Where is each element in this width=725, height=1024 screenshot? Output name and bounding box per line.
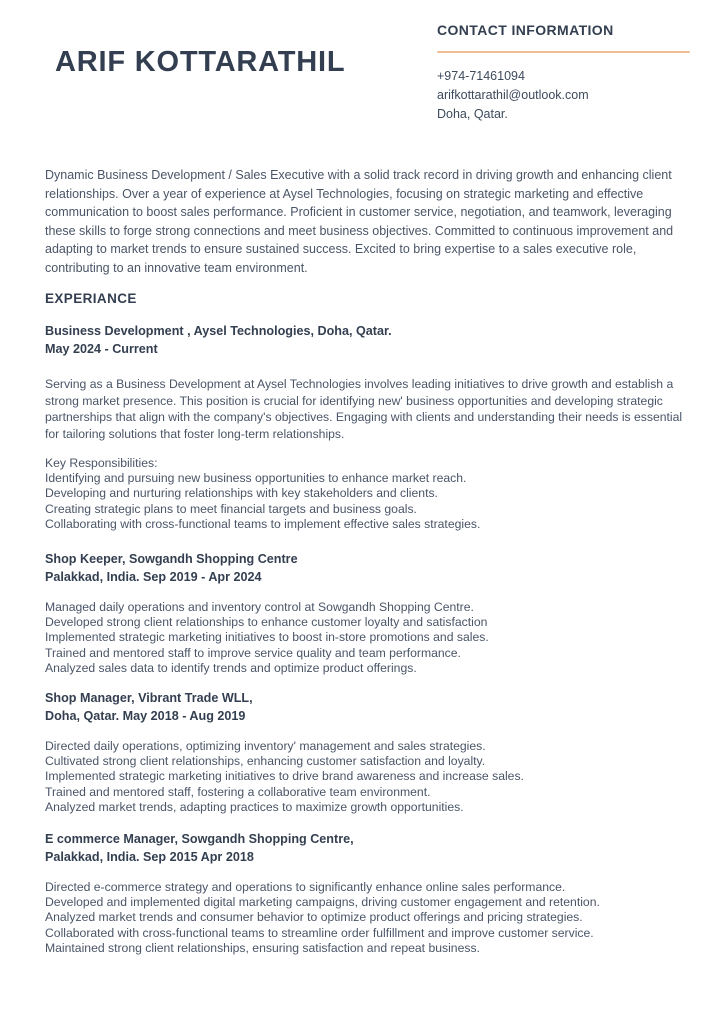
responsibility-item: Collaborating with cross-functional teams to implement effective sales strategies. xyxy=(45,516,481,531)
job-highlights xyxy=(45,739,685,815)
job-title xyxy=(45,690,685,725)
job-title xyxy=(45,831,685,866)
highlight-item: Directed daily operations, optimizing inventory' management and sales strategies. xyxy=(45,739,486,754)
highlight-item: Implemented strategic marketing initiatives to drive brand awareness and increase sales. xyxy=(45,769,524,784)
job-title-line: E commerce Manager, Sowgandh Shopping Centre, xyxy=(45,832,354,847)
highlight-item: Analyzed market trends and consumer behavior to optimize product offerings and pricing strategies. xyxy=(45,910,583,925)
job-title xyxy=(45,323,685,358)
job-title xyxy=(45,551,685,586)
job-description: Serving as a Business Development at Aysel Technologies involves leading initiatives to drive growth and establish a strong market presence. This position is crucial for identifying new' business opportunities and developing strategic partnerships that align with the company's objectives. Engaging with clients and understanding their needs is essential for tailoring solutions that foster long-term relationships. xyxy=(45,377,683,441)
contact-block xyxy=(437,20,690,124)
job-date-line: May 2024 - Current xyxy=(45,341,158,356)
job-date-line: Palakkad, India. Sep 2019 - Apr 2024 xyxy=(45,569,262,584)
responsibility-item: Developing and nurturing relationships with key stakeholders and clients. xyxy=(45,486,438,501)
highlight-item: Maintained strong client relationships, ensuring satisfaction and repeat business. xyxy=(45,940,480,955)
highlight-item: Trained and mentored staff to improve service quality and team performance. xyxy=(45,645,461,660)
highlight-item: Analyzed market trends, adapting practices to maximize growth opportunities. xyxy=(45,799,464,814)
job-entry-shop-keeper xyxy=(45,551,685,676)
header xyxy=(0,0,725,124)
job-highlights xyxy=(45,600,685,676)
job-title-line: Shop Manager, Vibrant Trade WLL, xyxy=(45,691,253,706)
highlight-item: Cultivated strong client relationships, enhancing customer satisfaction and loyalty. xyxy=(45,754,486,769)
resume-body xyxy=(0,166,725,956)
highlight-item: Implemented strategic marketing initiatives to boost in-store promotions and sales. xyxy=(45,630,489,645)
responsibility-item: Identifying and pursuing new business opportunities to enhance market reach. xyxy=(45,471,467,486)
highlight-item: Collaborated with cross-functional teams to streamline order fulfillment and improve customer service. xyxy=(45,925,594,940)
highlight-item: Developed and implemented digital marketing campaigns, driving customer engagement and retention. xyxy=(45,895,600,910)
highlight-item: Developed strong client relationships to enhance customer loyalty and satisfaction xyxy=(45,615,488,630)
job-title-line: Business Development , Aysel Technologies, Doha, Qatar. xyxy=(45,324,392,338)
responsibility-item: Creating strategic plans to meet financial targets and business goals. xyxy=(45,501,417,516)
highlight-item: Trained and mentored staff, fostering a collaborative team environment. xyxy=(45,784,431,799)
professional-summary: Dynamic Business Development / Sales Executive with a solid track record in driving growth and enhancing client relationships. Over a year of experience at Aysel Technologies, focusing on strategic marketing and effective communication to boost sales performance. Proficient in customer service, negotiation, and teamwork, leveraging these skills to forge strong connections and meet business objectives. Committed to continuous improvement and adapting to market trends to ensure sustained success. Excited to bring expertise to a sales executive role, contributing to an innovative team environment. xyxy=(45,168,674,275)
responsibilities-label: Key Responsibilities: xyxy=(45,456,158,470)
job-date-line: Palakkad, India. Sep 2015 Apr 2018 xyxy=(45,849,254,864)
job-entry-shop-manager xyxy=(45,690,685,815)
contact-title: CONTACT INFORMATION xyxy=(437,22,614,38)
experience-heading: EXPERIANCE xyxy=(45,291,137,306)
contact-divider xyxy=(437,51,690,53)
job-entry-ecommerce-manager xyxy=(45,831,685,956)
job-entry-business-development xyxy=(45,323,685,532)
contact-location: Doha, Qatar. xyxy=(437,107,508,121)
job-highlights xyxy=(45,880,685,956)
person-name: ARIF KOTTARATHIL xyxy=(55,46,346,78)
contact-email: arifkottarathil@outlook.com xyxy=(437,88,589,102)
highlight-item: Managed daily operations and inventory control at Sowgandh Shopping Centre. xyxy=(45,600,474,615)
job-date-line: Doha, Qatar. May 2018 - Aug 2019 xyxy=(45,708,246,723)
highlight-item: Directed e-commerce strategy and operations to significantly enhance online sales performance. xyxy=(45,880,566,895)
job-title-line: Shop Keeper, Sowgandh Shopping Centre xyxy=(45,552,298,567)
highlight-item: Analyzed sales data to identify trends and optimize product offerings. xyxy=(45,660,417,675)
contact-phone: +974-71461094 xyxy=(437,69,525,83)
job-responsibilities xyxy=(45,456,685,532)
